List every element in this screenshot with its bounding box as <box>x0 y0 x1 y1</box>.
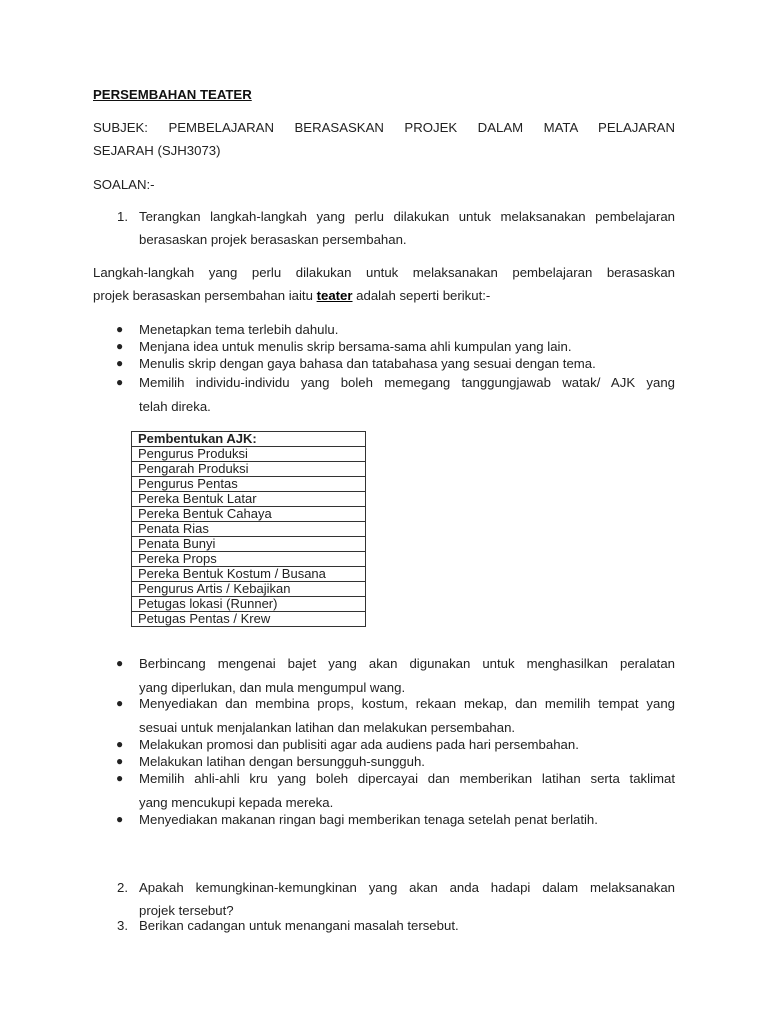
ajk-table-row: Petugas lokasi (Runner) <box>132 597 366 612</box>
ajk-table-header: Pembentukan AJK: <box>132 432 366 447</box>
bullet-text: Menetapkan tema terlebih dahulu. <box>139 322 339 337</box>
question-3-text: Berikan cadangan untuk menangani masalah tersebut. <box>139 918 459 933</box>
bullet-text: Menyediakan makanan ringan bagi memberikan tenaga setelah penat berlatih. <box>139 812 598 827</box>
question-2-number: 2. <box>117 880 128 895</box>
intro-line-1: Langkah-langkah yang perlu dilakukan untuk melaksanakan pembelajaran berasaskan <box>93 265 675 280</box>
subject-line-1: SUBJEK: PEMBELAJARAN BERASASKAN PROJEK DALAM MATA PELAJARAN <box>93 120 675 135</box>
bullet-icon: ● <box>116 356 124 370</box>
bullet-text-continued: yang mencukupi kepada mereka. <box>139 795 334 810</box>
ajk-table-row: Pereka Bentuk Latar <box>132 492 366 507</box>
soalan-label: SOALAN:- <box>93 177 155 192</box>
bullet-icon: ● <box>116 375 124 389</box>
question-1-line-2: berasaskan projek berasaskan persembahan. <box>139 232 407 247</box>
ajk-table-row: Pereka Bentuk Kostum / Busana <box>132 567 366 582</box>
bullet-icon: ● <box>116 771 124 785</box>
ajk-table-row: Pereka Bentuk Cahaya <box>132 507 366 522</box>
bullet-icon: ● <box>116 812 124 826</box>
bullet-text: Melakukan latihan dengan bersungguh-sungguh. <box>139 754 425 769</box>
ajk-table-row: Pengurus Artis / Kebajikan <box>132 582 366 597</box>
ajk-table-row: Pengarah Produksi <box>132 462 366 477</box>
document-title: PERSEMBAHAN TEATER <box>93 87 252 102</box>
question-2-line-1: Apakah kemungkinan-kemungkinan yang akan anda hadapi dalam melaksanakan <box>139 880 675 895</box>
question-1-line-1: Terangkan langkah-langkah yang perlu dilakukan untuk melaksanakan pembelajaran <box>139 209 675 224</box>
bullet-icon: ● <box>116 322 124 336</box>
ajk-table-row: Penata Bunyi <box>132 537 366 552</box>
subject-line-2: SEJARAH (SJH3073) <box>93 143 221 158</box>
ajk-table-row: Pereka Props <box>132 552 366 567</box>
intro-line-2-end: adalah seperti berikut:- <box>352 288 491 303</box>
ajk-table <box>131 431 366 627</box>
bullet-icon: ● <box>116 656 124 670</box>
bullet-text-continued: yang diperlukan, dan mula mengumpul wang. <box>139 680 406 695</box>
bullet-text: Memilih individu-individu yang boleh memegang tanggungjawab watak/ AJK yang <box>139 375 675 390</box>
ajk-table-row: Pengurus Produksi <box>132 447 366 462</box>
bullet-text-continued: telah direka. <box>139 399 211 414</box>
question-3-number: 3. <box>117 918 128 933</box>
ajk-table-row: Petugas Pentas / Krew <box>132 612 366 627</box>
bullet-text: Berbincang mengenai bajet yang akan digunakan untuk menghasilkan peralatan <box>139 656 675 671</box>
bullet-text: Menjana idea untuk menulis skrip bersama-sama ahli kumpulan yang lain. <box>139 339 572 354</box>
bullet-text: Menyediakan dan membina props, kostum, rekaan mekap, dan memilih tempat yang <box>139 696 675 711</box>
bullet-text-continued: sesuai untuk menjalankan latihan dan melakukan persembahan. <box>139 720 516 735</box>
intro-line-2 <box>93 288 675 304</box>
bullet-icon: ● <box>116 737 124 751</box>
ajk-table-row: Pengurus Pentas <box>132 477 366 492</box>
intro-line-2-start: projek berasaskan persembahan iaitu <box>93 288 317 303</box>
bullet-text: Menulis skrip dengan gaya bahasa dan tatabahasa yang sesuai dengan tema. <box>139 356 596 371</box>
question-1-number: 1. <box>117 209 128 224</box>
bullet-text: Memilih ahli-ahli kru yang boleh dipercayai dan memberikan latihan serta taklimat <box>139 771 675 786</box>
bullet-icon: ● <box>116 754 124 768</box>
teater-emphasis: teater <box>316 288 353 303</box>
ajk-table-row: Penata Rias <box>132 522 366 537</box>
question-2-line-2: projek tersebut? <box>139 903 234 918</box>
bullet-text: Melakukan promosi dan publisiti agar ada audiens pada hari persembahan. <box>139 737 579 752</box>
bullet-icon: ● <box>116 696 124 710</box>
bullet-icon: ● <box>116 339 124 353</box>
